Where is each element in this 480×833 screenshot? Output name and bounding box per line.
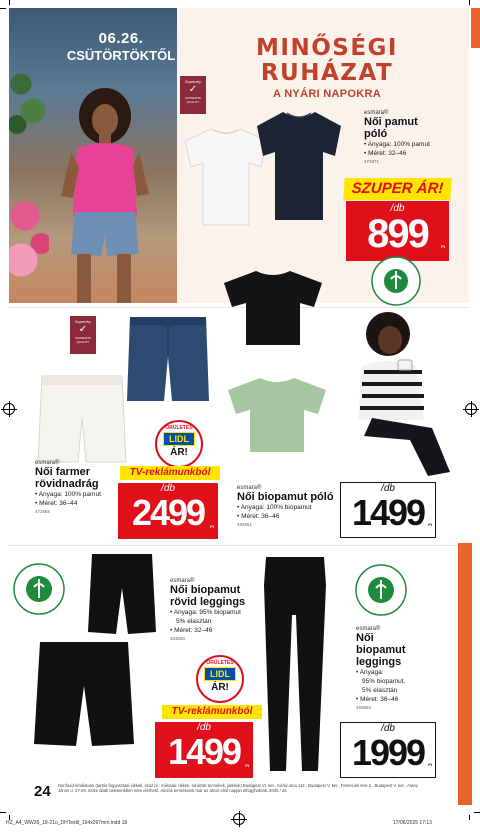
product-code: 483650	[170, 636, 186, 641]
price-currency: Ft	[441, 244, 445, 249]
leggings-image	[262, 555, 328, 773]
product-name-line: rövid leggings	[170, 596, 246, 608]
gots-seal	[12, 562, 66, 616]
price-box-shorts	[118, 483, 218, 539]
short-leggings-image	[32, 640, 136, 750]
price-currency: Ft	[428, 522, 432, 527]
price-unit: /db	[381, 723, 395, 734]
hero-title-line1: MINŐSÉGI	[256, 35, 398, 61]
print-timestamp: 17/06/2025 17:13	[393, 820, 432, 826]
page-number: 24	[34, 783, 51, 800]
quality-badge-top: Superdry	[74, 319, 92, 324]
product-spec: • Méret: 36–46	[237, 513, 280, 520]
price-unit: /db	[381, 483, 395, 494]
product-code: 483651	[237, 522, 253, 527]
product-name	[170, 584, 270, 608]
product-code: 472871	[364, 159, 380, 164]
price-currency: Ft	[210, 524, 214, 529]
foliage-image	[9, 48, 49, 138]
price-value: 2499	[131, 492, 205, 533]
product-info-tee	[364, 110, 464, 164]
registration-mark	[3, 403, 15, 415]
crop-mark	[0, 8, 6, 9]
hero-date	[61, 30, 177, 63]
product-info-leggings	[356, 626, 456, 710]
product-name-line: póló	[364, 128, 388, 140]
registration-mark	[233, 813, 245, 825]
print-slug: HZ_A4_WW26_18-21o_DHTextil_164x297mm.indd 18	[6, 820, 128, 826]
navy-tshirt-image	[253, 106, 345, 224]
crop-mark	[474, 812, 480, 813]
brand-label: esmara®	[35, 460, 60, 466]
product-name	[356, 632, 456, 668]
quality-badge	[180, 76, 206, 114]
product-spec: • Méret: 32–46	[364, 150, 407, 157]
flowers-image	[9, 183, 49, 293]
lidl-logo: LIDL	[163, 432, 195, 446]
brand-label: esmara®	[356, 626, 381, 632]
brand-label: esmara®	[364, 110, 389, 116]
product-info-shorts	[35, 460, 125, 514]
hero-title-line2: RUHÁZAT	[260, 60, 394, 86]
hero-date-text: 06.26.	[98, 30, 144, 47]
product-code: 472865	[35, 509, 51, 514]
denim-shorts-image	[126, 315, 210, 405]
model-photo	[328, 308, 452, 488]
lidl-badge-top: ŐRÜLETES	[206, 660, 234, 666]
short-leggings-image	[86, 552, 158, 638]
product-name-line: leggings	[356, 656, 402, 668]
hero-subtitle: A NYÁRI NAPOKRA	[273, 88, 381, 100]
gots-seal	[370, 255, 422, 307]
hero-photo	[9, 8, 177, 303]
edge-tab	[471, 8, 480, 48]
hero-weekday: CSÜTÖRTÖKTŐL	[66, 48, 176, 63]
product-info-short-leggings	[170, 578, 270, 641]
model-photo	[61, 86, 151, 303]
product-spec: 95% biopamut,	[362, 678, 406, 685]
tv-ad-label: TV-reklámunkból	[162, 705, 262, 719]
brand-label: esmara®	[170, 578, 195, 584]
lidl-badge-bottom: ÁR!	[211, 682, 229, 693]
quality-badge-top: Superdry	[184, 79, 202, 84]
product-name-line: rövidnadrág	[35, 478, 99, 490]
product-spec: • Anyaga: 100% biopamut	[237, 504, 312, 511]
product-spec: • Méret: 36–46	[356, 696, 399, 703]
price-value: 1499	[351, 492, 425, 533]
price-currency: Ft	[245, 763, 249, 768]
tv-ad-label: TV-reklámunkból	[120, 466, 220, 480]
price-unit: /db	[390, 203, 405, 214]
price-unit: /db	[161, 483, 175, 494]
lidl-badge-top: ŐRÜLETES	[165, 425, 193, 431]
edge-tab	[458, 543, 472, 805]
product-spec: • Anyaga: 100% pamut	[364, 141, 430, 148]
price-currency: Ft	[428, 762, 432, 767]
lidl-price-badge	[196, 655, 244, 703]
product-code: 483652	[356, 705, 372, 710]
quality-badge-bottom: SUPERIOR QUALITY	[75, 336, 91, 344]
crop-mark	[9, 0, 10, 5]
black-tshirt-image	[220, 267, 326, 347]
crop-mark	[0, 812, 6, 813]
section-divider	[9, 545, 458, 546]
product-name-line: biopamut	[356, 644, 406, 656]
registration-mark	[465, 403, 477, 415]
white-shorts-image	[36, 372, 128, 467]
quality-badge-icon: ✓	[78, 324, 88, 335]
product-spec: 5% elasztán	[362, 687, 398, 694]
product-spec: • Méret: 36–44	[35, 500, 78, 507]
lidl-badge-bottom: ÁR!	[170, 447, 188, 458]
footer-disclaimer: Nonfood-kínálatunk (tartós fogyasztási cikkek, szaz pl.: műszaki cikkek, ruházati termékek, játékok) Budapest VI. ker., Király utca 112., Budapest V. ker., Ferenciek tere 2., Budapest V. ker., Arany János u. 27-29. szám alatti üzleteinkben nem elérhető. Akciós termékeink már az akció első napján elfogyhatnak. 2025 / 26	[58, 783, 418, 794]
green-tshirt-image	[224, 374, 330, 454]
product-name-line: Női biopamut	[170, 584, 241, 596]
product-spec: 5% elasztán	[176, 618, 212, 625]
price-box-leggings	[340, 722, 436, 778]
brand-label: esmara®	[237, 485, 262, 491]
product-spec: • Anyaga:	[356, 669, 384, 676]
crop-mark	[469, 815, 470, 820]
product-name-line: Női	[356, 632, 374, 644]
product-name-line: Női farmer	[35, 466, 91, 478]
price-box-bio-tee	[340, 482, 436, 538]
quality-badge-icon: ✓	[188, 84, 198, 95]
crop-mark	[469, 0, 470, 5]
product-spec: • Méret: 32–46	[170, 627, 213, 634]
product-name	[35, 466, 125, 490]
product-info-bio-tee	[237, 485, 347, 527]
price-value: 1999	[351, 732, 425, 773]
product-spec: • Anyaga: 95% biopamut	[170, 609, 241, 616]
price-box-tee	[346, 201, 449, 261]
gots-seal	[354, 563, 408, 617]
price-value: 1499	[167, 731, 241, 772]
super-price-label: SZUPER ÁR!	[343, 178, 452, 200]
price-value: 899	[367, 212, 428, 256]
lidl-logo: LIDL	[204, 667, 236, 681]
price-unit: /db	[197, 722, 211, 733]
hero-title	[227, 36, 427, 100]
product-name: Női biopamut póló	[237, 491, 334, 503]
product-name-line: Női pamut	[364, 116, 418, 128]
product-name	[364, 116, 464, 140]
product-spec: • Anyaga: 100% pamut	[35, 491, 101, 498]
quality-badge-bottom: SUPERIOR QUALITY	[185, 96, 201, 104]
price-box-short-leggings	[155, 722, 253, 778]
lidl-price-badge	[155, 420, 203, 468]
quality-badge	[70, 316, 96, 354]
